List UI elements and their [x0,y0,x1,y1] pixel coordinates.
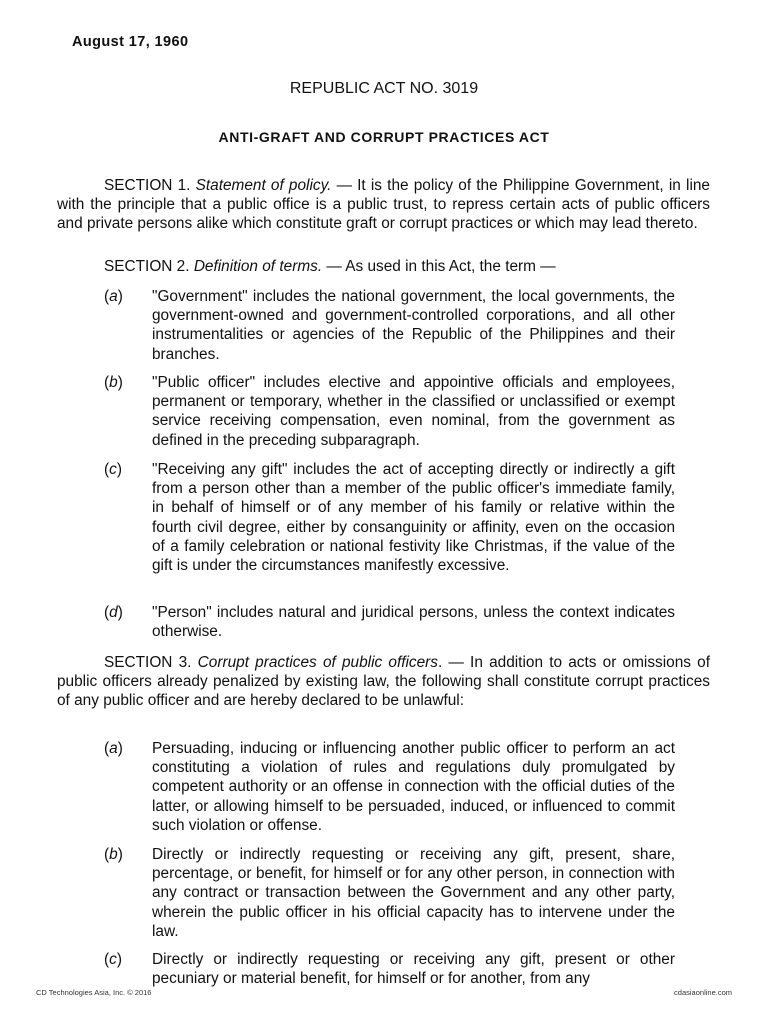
footer-website: cdasiaonline.com [674,988,732,997]
section-3-heading: Corrupt practices of public officers [197,654,438,671]
item-letter: (d) [104,604,123,621]
section-3-item-b [104,845,675,941]
section-3-item-a [104,739,675,835]
footer-publisher: CD Technologies Asia, Inc. © 2016 [36,988,152,997]
item-text: "Public officer" includes elective and appointive officials and employees, permanent or temporary, whether in the classified or unclassified or exempt service receiving compensation, even nominal, from the government as defined in the preceding subparagraph. [152,374,675,449]
section-3-text: . — In addition to acts or omissions of public officers already penalized by existing law, the following shall constitute corrupt practices of any public officer and are hereby declared to be unlawful: [57,654,710,710]
section-3-item-c [104,950,675,988]
item-text: "Government" includes the national government, the local governments, the government-owned and government-controlled corporations, and all other instrumentalities or agencies of the Republic of the Philippines and their branches. [152,288,675,363]
section-1-heading: Statement of policy. [195,177,332,194]
section-2-item-a [104,287,675,364]
item-letter: (c) [104,461,122,478]
section-2-text: — As used in this Act, the term — [322,258,556,275]
section-2 [104,257,556,276]
document-date: August 17, 1960 [72,34,189,50]
section-2-label: SECTION 2. [104,258,190,275]
section-2-item-c [104,460,675,575]
item-text: "Person" includes natural and juridical persons, unless the context indicates otherwise. [152,604,675,641]
item-letter: (b) [104,846,123,863]
item-letter: (b) [104,374,123,391]
section-3 [57,653,710,711]
act-title: REPUBLIC ACT NO. 3019 [289,80,479,97]
section-2-heading: Definition of terms. [193,258,323,275]
item-letter: (a) [104,288,123,305]
item-text: "Receiving any gift" includes the act of accepting directly or indirectly a gift from a person other than a member of the public officer's immediate family, in behalf of himself or of any member of his family or relative within the fourth civil degree, either by consanguinity or affinity, even on the occasion of a family celebration or national festivity like Christmas, if the value of the gift is under the circumstances manifestly excessive. [152,461,675,575]
item-letter: (c) [104,951,122,968]
act-subtitle: ANTI-GRAFT AND CORRUPT PRACTICES ACT [218,129,550,145]
item-letter: (a) [104,740,123,757]
item-text: Persuading, inducing or influencing another public officer to perform an act constituting a violation of rules and regulations duly promulgated by competent authority or an offense in connection with the official duties of the latter, or allowing himself to be persuaded, induced, or influenced to commit such violation or offense. [152,740,675,834]
section-1-label: SECTION 1. [104,177,191,194]
section-3-label: SECTION 3. [104,654,192,671]
section-1-text: — It is the policy of the Philippine Government, in line with the principle that a public office is a public trust, to repress certain acts of public officers and private persons alike which constitute graft or corrupt practices or which may lead thereto. [57,177,710,233]
item-text: Directly or indirectly requesting or receiving any gift, present, share, percentage, or benefit, for himself or for any other person, in connection with any contract or transaction between the Government and any other party, wherein the public officer in his official capacity has to intervene under the law. [152,846,675,940]
section-2-item-b [104,373,675,450]
item-text: Directly or indirectly requesting or receiving any gift, present or other pecuniary or material benefit, for himself or for another, from any [152,951,675,988]
section-2-item-d [104,603,675,641]
section-1 [57,176,710,234]
